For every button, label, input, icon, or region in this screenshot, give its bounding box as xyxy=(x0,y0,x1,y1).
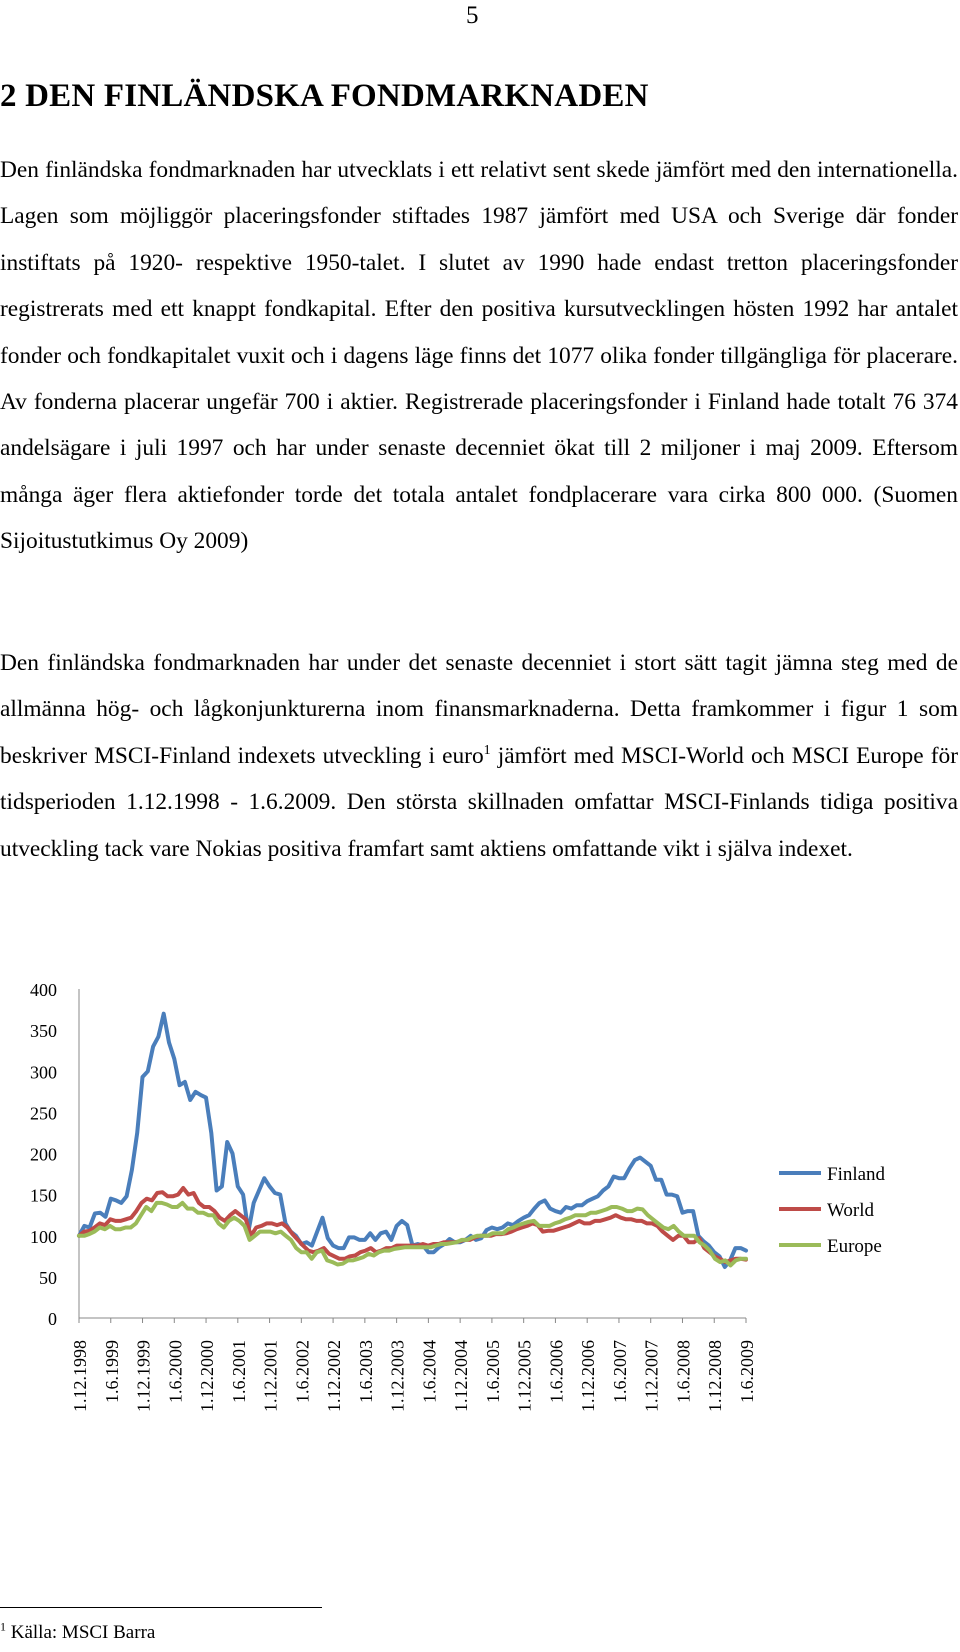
y-tick-label: 250 xyxy=(30,1103,57,1124)
series-line-finland xyxy=(79,1014,746,1267)
x-tick-label: 1.12.2000 xyxy=(197,1340,218,1412)
footnote-rule xyxy=(0,1607,322,1608)
paragraph-2-text-a: Den finländska fondmarknaden har under det senaste decenniet i stort sätt tagit jämna steg med de allmänna hög- och lågkonjunkturerna inom finansmarknaderna. Detta framkommer i figur 1 som beskriver MSCI-Finland indexets utveckling i euro xyxy=(0,650,958,769)
legend-label-finland: Finland xyxy=(827,1164,886,1185)
x-tick-label: 1.6.2002 xyxy=(292,1340,313,1403)
x-tick-label: 1.12.2008 xyxy=(705,1340,726,1412)
footnote xyxy=(0,1621,155,1645)
x-tick-label: 1.6.2004 xyxy=(419,1340,440,1403)
x-tick-label: 1.12.2004 xyxy=(451,1340,472,1412)
x-tick-label: 1.12.1998 xyxy=(70,1340,90,1412)
y-tick-label: 350 xyxy=(30,1021,57,1042)
x-tick-label: 1.6.2000 xyxy=(165,1340,186,1403)
x-tick-label: 1.6.2008 xyxy=(673,1340,694,1403)
footnote-text: Källa: MSCI Barra xyxy=(10,1622,156,1643)
x-tick-label: 1.6.2001 xyxy=(228,1340,249,1403)
series-line-europe xyxy=(79,1203,746,1266)
y-tick-label: 150 xyxy=(30,1185,57,1206)
x-tick-label: 1.6.2006 xyxy=(546,1340,567,1403)
paragraph-2 xyxy=(0,640,958,872)
y-tick-label: 0 xyxy=(48,1309,57,1329)
x-tick-label: 1.6.1999 xyxy=(101,1340,122,1403)
msci-line-chart xyxy=(0,980,940,1435)
x-tick-label: 1.6.2005 xyxy=(482,1340,503,1403)
series-line-world xyxy=(79,1188,746,1262)
footnote-marker: 1 xyxy=(0,1619,6,1634)
paragraph-2-text-b: jämfört med MSCI-World och MSCI Europe för tidsperioden 1.12.1998 - 1.6.2009. Den största skillnaden omfattar MSCI-Finlands tidiga positiva utveckling tack vare Nokias positiva framfart samt aktiens omfattande vikt i själva indexet. xyxy=(0,742,958,862)
x-tick-label: 1.6.2007 xyxy=(609,1340,630,1403)
y-tick-label: 50 xyxy=(39,1267,57,1288)
y-tick-label: 400 xyxy=(30,980,57,1000)
x-tick-label: 1.12.2002 xyxy=(324,1340,345,1412)
section-heading: 2 DEN FINLÄNDSKA FONDMARKNADEN xyxy=(0,78,649,114)
x-tick-label: 1.12.2005 xyxy=(514,1340,535,1412)
x-tick-label: 1.12.1999 xyxy=(133,1340,154,1412)
x-tick-label: 1.12.2006 xyxy=(578,1340,599,1412)
paragraph-1: Den finländska fondmarknaden har utvecklats i ett relativt sent skede jämfört med den internationella. Lagen som möjliggör placeringsfonder stiftades 1987 jämfört med USA och Sverige där fonder instiftats på 1920- respektive 1950-talet. I slutet av 1990 hade endast tretton placeringsfonder registrerats med ett knappt fondkapital. Efter den positiva kursutvecklingen hösten 1992 har antalet fonder och fondkapitalet vuxit och i dagens läge finns det 1077 olika fonder tillgängliga för placerare. Av fonderna placerar ungefär 700 i aktier. Registrerade placeringsfonder i Finland hade totalt 76 374 andelsägare i juli 1997 och har under senaste decenniet ökat till 2 miljoner i maj 2009. Eftersom många äger flera aktiefonder torde det totala antalet fondplacerare vara cirka 800 000. (Suomen Sijoitustutkimus Oy 2009) xyxy=(0,157,958,555)
x-tick-label: 1.6.2009 xyxy=(737,1340,757,1403)
y-tick-label: 300 xyxy=(30,1062,57,1083)
y-tick-label: 200 xyxy=(30,1144,57,1165)
x-tick-label: 1.12.2007 xyxy=(641,1340,662,1412)
legend-label-europe: Europe xyxy=(827,1236,882,1257)
page-number: 5 xyxy=(466,2,479,29)
y-tick-label: 100 xyxy=(30,1226,57,1247)
footnote-reference[interactable]: 1 xyxy=(483,743,491,759)
legend-label-world: World xyxy=(827,1200,875,1221)
x-tick-label: 1.12.2001 xyxy=(260,1340,281,1412)
x-tick-label: 1.6.2003 xyxy=(355,1340,376,1403)
x-tick-label: 1.12.2003 xyxy=(387,1340,408,1412)
